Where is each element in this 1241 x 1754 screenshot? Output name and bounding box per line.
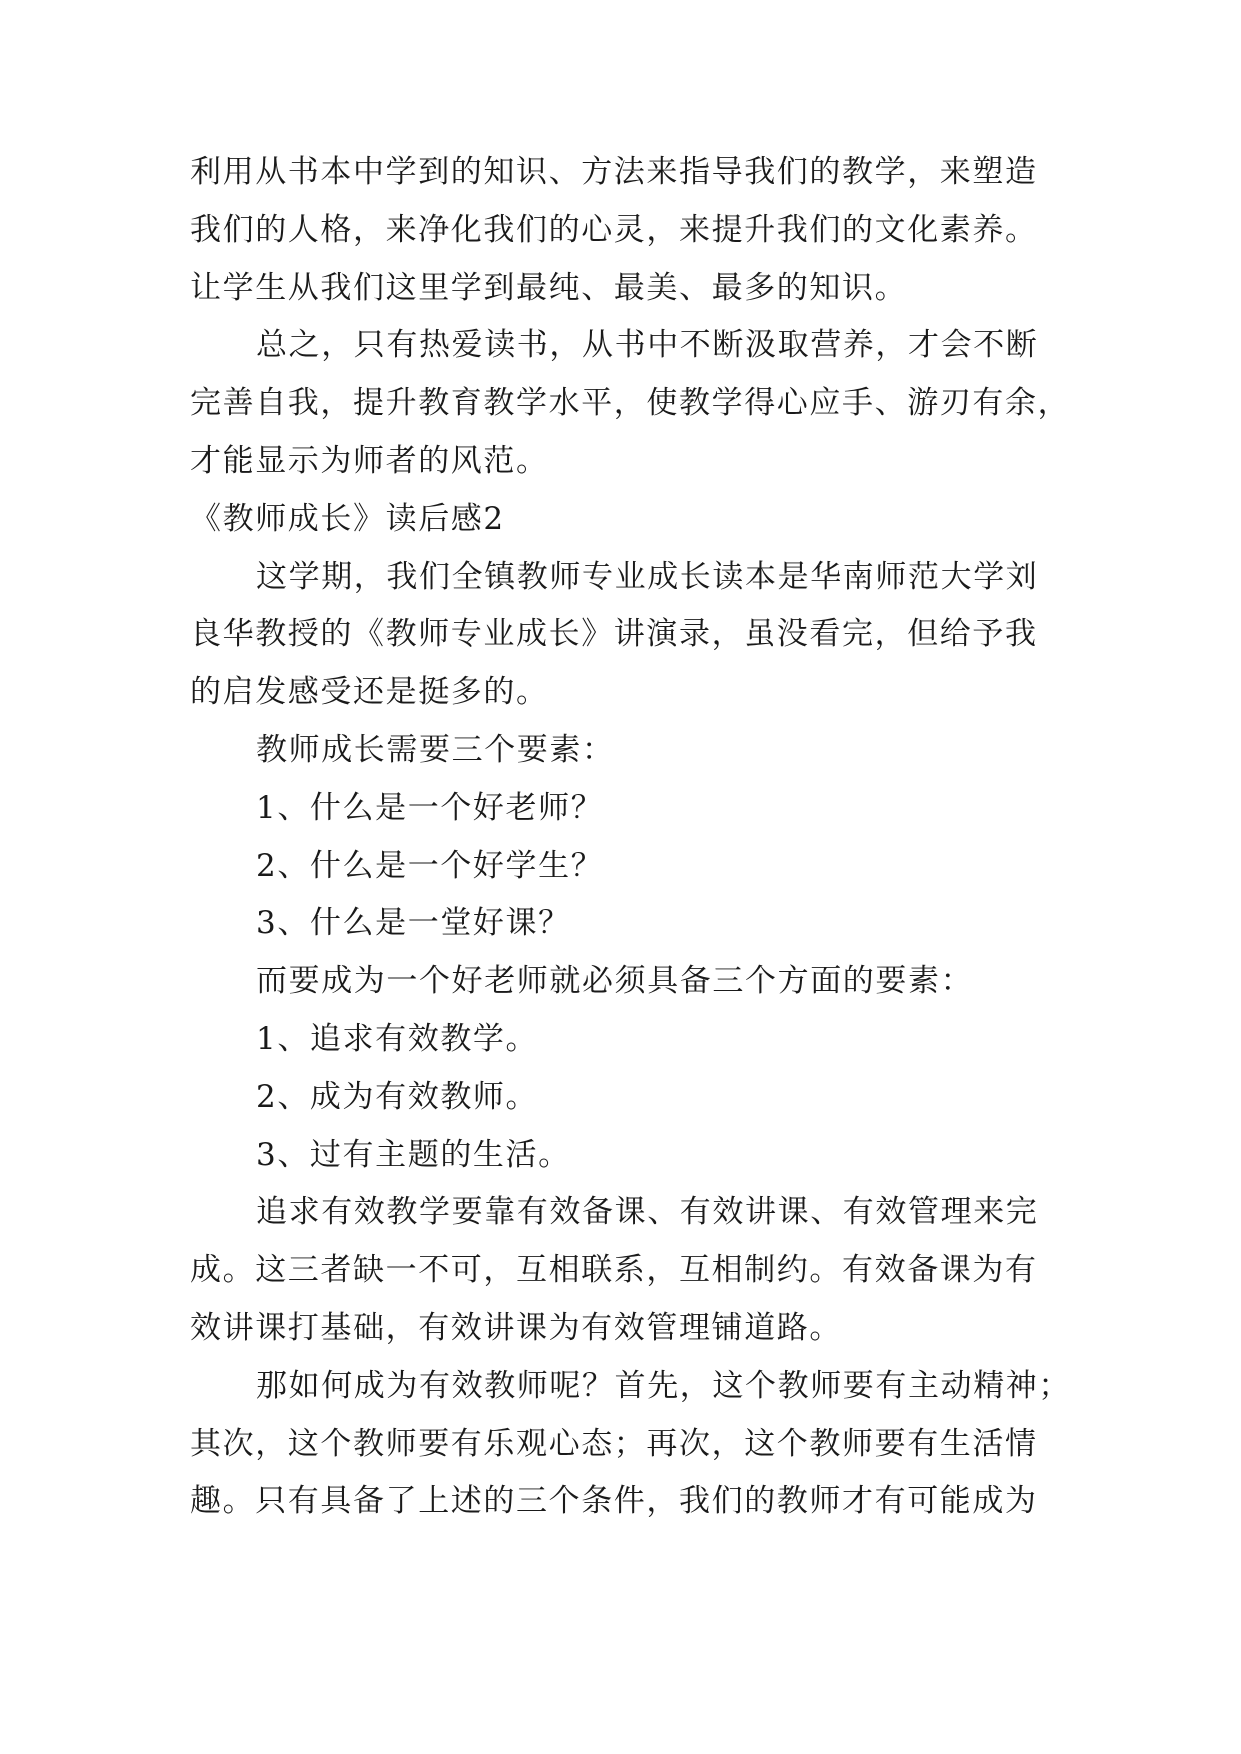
list-item-1: 1、什么是一个好老师？ bbox=[256, 789, 604, 826]
text-line-19: 追求有效教学要靠有效备课、有效讲课、有效管理来完 bbox=[256, 1194, 1039, 1231]
section-heading: 《教师成长》读后感2 bbox=[190, 500, 505, 537]
list-item-2: 2、什么是一个好学生？ bbox=[256, 847, 604, 884]
text-line-4: 总之，只有热爱读书，从书中不断汲取营养，才会不断 bbox=[256, 327, 1039, 364]
list-item-3: 3、什么是一堂好课？ bbox=[256, 905, 571, 942]
text-line-1: 利用从书本中学到的知识、方法来指导我们的教学，来塑造 bbox=[190, 154, 1038, 190]
document-page bbox=[190, 144, 1070, 1531]
text-line-9: 良华教授的《教师专业成长》讲演录，虽没看完，但给予我 bbox=[190, 616, 1038, 653]
text-line-21: 效讲课打基础，有效讲课为有效管理铺道路。 bbox=[190, 1309, 842, 1346]
text-line-3: 让学生从我们这里学到最纯、最美、最多的知识。 bbox=[190, 269, 908, 306]
text-line-15: 而要成为一个好老师就必须具备三个方面的要素： bbox=[256, 963, 974, 1000]
text-line-23: 其次，这个教师要有乐观心态；再次，这个教师要有生活情 bbox=[190, 1425, 1038, 1462]
text-line-8: 这学期，我们全镇教师专业成长读本是华南师范大学刘 bbox=[256, 558, 1039, 595]
text-line-5: 完善自我，提升教育教学水平，使教学得心应手、游刃有余， bbox=[190, 385, 1071, 422]
text-line-6: 才能显示为师者的风范。 bbox=[190, 442, 549, 479]
text-line-11: 教师成长需要三个要素： bbox=[256, 731, 615, 768]
list-item-5: 2、成为有效教师。 bbox=[256, 1078, 539, 1115]
text-line-24: 趣。只有具备了上述的三个条件，我们的教师才有可能成为 bbox=[190, 1483, 1038, 1520]
list-item-6: 3、过有主题的生活。 bbox=[256, 1136, 571, 1173]
list-item-4: 1、追求有效教学。 bbox=[256, 1020, 539, 1057]
text-line-22: 那如何成为有效教师呢？首先，这个教师要有主动精神； bbox=[256, 1367, 1071, 1404]
text-line-20: 成。这三者缺一不可，互相联系，互相制约。有效备课为有 bbox=[190, 1252, 1038, 1289]
text-line-2: 我们的人格，来净化我们的心灵，来提升我们的文化素养。 bbox=[190, 211, 1038, 248]
text-line-10: 的启发感受还是挺多的。 bbox=[190, 674, 549, 711]
